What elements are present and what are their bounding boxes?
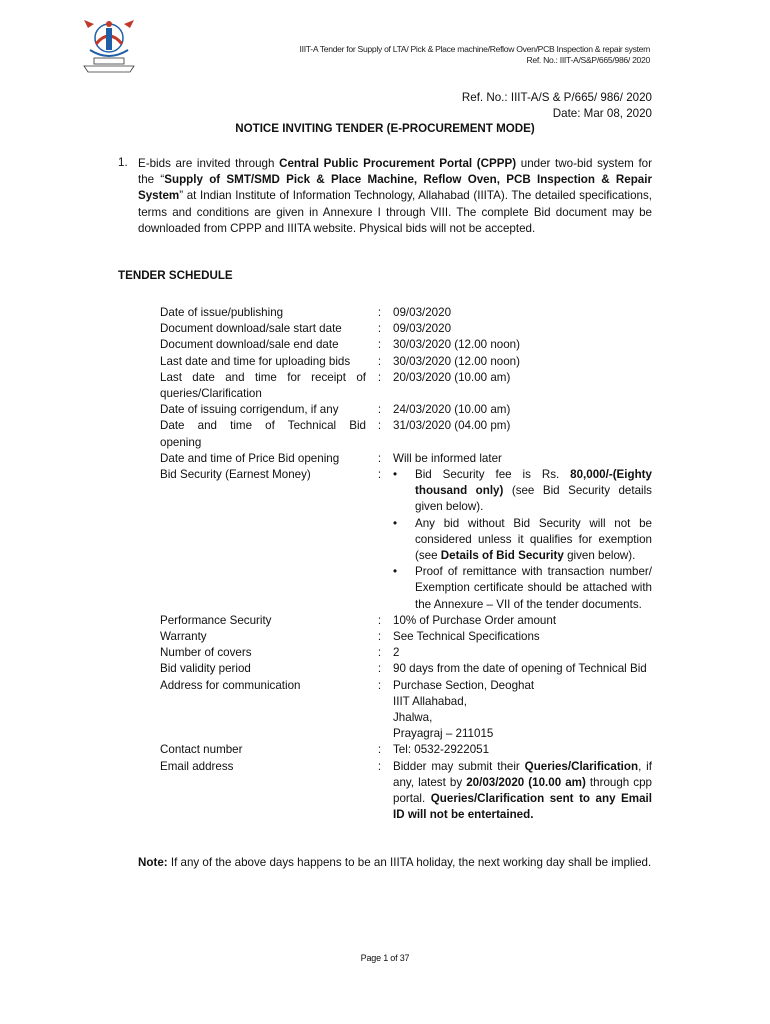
address-line: IIIT Allahabad, xyxy=(393,694,467,708)
schedule-row xyxy=(160,661,652,677)
text-run-bold: Queries/Clarification sent to any Email ID will not be entertained. xyxy=(393,792,652,822)
text-run: (see Bid Security details given below). xyxy=(415,484,652,514)
row-label: Date of issue/publishing xyxy=(160,306,284,319)
page-number: Page 1 of 37 xyxy=(360,953,410,963)
text-run-bold: Details of Bid Security xyxy=(440,549,564,563)
list-item-text xyxy=(415,516,652,565)
row-colon: : xyxy=(377,743,382,757)
row-label: Document download/sale end date xyxy=(160,338,339,352)
row-colon: : xyxy=(377,646,382,660)
schedule-row xyxy=(160,354,652,370)
bullet-icon: • xyxy=(393,516,398,530)
address-value xyxy=(393,678,652,743)
row-value: 30/03/2020 (12.00 noon) xyxy=(393,354,520,368)
row-colon: : xyxy=(377,451,382,465)
schedule-row xyxy=(160,321,652,337)
schedule-row xyxy=(160,759,652,824)
row-value: 31/03/2020 (04.00 pm) xyxy=(393,419,511,433)
schedule-row xyxy=(160,467,652,613)
email-value xyxy=(393,759,652,824)
row-value: 2 xyxy=(393,646,400,660)
row-label: Email address xyxy=(160,759,234,773)
list-item xyxy=(393,467,652,516)
schedule-row xyxy=(160,742,652,758)
intro-paragraph xyxy=(138,156,652,237)
schedule-row xyxy=(160,613,652,629)
row-label: Bid validity period xyxy=(160,662,251,676)
text-run-bold: 20/03/2020 (10.00 am) xyxy=(466,775,586,789)
tender-schedule xyxy=(160,305,652,824)
row-value: 30/03/2020 (12.00 noon) xyxy=(393,338,520,352)
row-colon: : xyxy=(377,630,382,644)
schedule-row xyxy=(160,370,652,402)
note-text: If any of the above days happens to be an IIITA holiday, the next working day shall be implied. xyxy=(167,856,652,869)
intro-portal-name: Central Public Procurement Portal (CPPP) xyxy=(279,157,517,170)
intro-text-2: under two-bid system for the “ xyxy=(138,157,652,187)
row-label-line: Date and time of Technical Bid xyxy=(160,419,366,433)
bid-security-list xyxy=(393,467,652,613)
row-colon: : xyxy=(377,338,382,352)
row-label: Address for communication xyxy=(160,678,301,692)
row-label: Number of covers xyxy=(160,646,252,660)
row-label: Document download/sale start date xyxy=(160,322,342,336)
text-run: Bidder may submit their xyxy=(393,759,525,773)
row-label-line: queries/Clarification xyxy=(160,387,262,401)
schedule-row xyxy=(160,451,652,467)
row-colon: : xyxy=(377,403,382,417)
list-item xyxy=(393,564,652,613)
header-title: IIIT-A Tender for Supply of LTA/ Pick & Place machine/Reflow Oven/PCB Inspection & repair system xyxy=(299,44,650,54)
reference-block xyxy=(462,90,652,122)
row-colon: : xyxy=(377,354,382,368)
text-run: given below). xyxy=(563,549,636,563)
row-colon: : xyxy=(377,678,382,692)
row-colon: : xyxy=(377,322,382,336)
row-label xyxy=(160,370,366,402)
row-label: Contact number xyxy=(160,743,243,757)
row-value: 20/03/2020 (10.00 am) xyxy=(393,370,511,384)
row-label-line: opening xyxy=(160,435,202,449)
bullet-icon: • xyxy=(393,565,398,579)
intro-supply-name: Supply of SMT/SMD Pick & Place Machine, Reflow Oven, PCB Inspection & Repair System xyxy=(138,173,652,203)
schedule-row xyxy=(160,678,652,743)
row-label: Date of issuing corrigendum, if any xyxy=(160,403,339,417)
note-paragraph xyxy=(138,855,652,871)
row-value: 09/03/2020 xyxy=(393,306,452,319)
schedule-row xyxy=(160,402,652,418)
row-value: 10% of Purchase Order amount xyxy=(393,613,557,627)
address-line: Purchase Section, Deoghat xyxy=(393,678,535,692)
header-ref: Ref. No.: IIIT-A/S&P/665/986/ 2020 xyxy=(526,55,650,65)
text-run: Any bid without Bid Security will not be considered unless it qualifies for exemption (see xyxy=(415,516,652,563)
paragraph-number: 1. xyxy=(118,156,128,169)
row-value: Will be informed later xyxy=(393,451,502,465)
row-colon: : xyxy=(377,306,382,319)
text-run: , if any, latest by xyxy=(393,759,652,789)
address-line: Jhalwa, xyxy=(393,711,433,725)
schedule-row xyxy=(160,645,652,661)
row-label: Last date and time for uploading bids xyxy=(160,354,351,368)
row-colon: : xyxy=(377,759,382,773)
address-line: Prayagraj – 211015 xyxy=(393,727,494,741)
intro-text-1: E-bids are invited through xyxy=(138,157,280,170)
row-value: Tel: 0532-2922051 xyxy=(393,743,490,757)
schedule-row xyxy=(160,629,652,645)
row-label: Date and time of Price Bid opening xyxy=(160,451,340,465)
text-run-bold: Queries/Clarification xyxy=(524,759,639,773)
running-header xyxy=(300,44,650,66)
schedule-row xyxy=(160,305,652,321)
schedule-row xyxy=(160,337,652,353)
list-item-text: Proof of remittance with transaction number/ Exemption certificate should be attached with the Annexure – VII of the tender documents. xyxy=(415,565,652,611)
bullet-icon: • xyxy=(393,468,398,482)
intro-text-3: ” at Indian Institute of Information Technology, Allahabad (IIITA). The detailed specifications, terms and conditions are given in Annexure I through VIII. The complete Bid document may be downloaded from CPPP and IIITA website. Physical bids will not be accepted. xyxy=(138,189,652,235)
row-colon: : xyxy=(377,370,382,384)
row-colon: : xyxy=(377,613,382,627)
schedule-heading: TENDER SCHEDULE xyxy=(118,269,233,282)
schedule-row xyxy=(160,418,652,450)
ref-date: Date: Mar 08, 2020 xyxy=(552,107,652,120)
text-run: through cpp portal. xyxy=(393,775,652,806)
ref-number: Ref. No.: IIIT-A/S & P/665/ 986/ 2020 xyxy=(461,91,652,104)
row-label: Warranty xyxy=(160,630,207,644)
row-colon: : xyxy=(377,662,382,676)
row-value: See Technical Specifications xyxy=(393,630,540,644)
page-title: NOTICE INVITING TENDER (E-PROCUREMENT MODE) xyxy=(235,122,535,135)
row-label-line: Last date and time for receipt of xyxy=(160,370,366,384)
row-value: 90 days from the date of opening of Technical Bid xyxy=(393,662,647,676)
list-item-text xyxy=(415,467,652,516)
fee-amount: 80,000/-(Eighty thousand only) xyxy=(415,468,652,498)
row-value: 24/03/2020 (10.00 am) xyxy=(393,403,511,417)
row-label: Bid Security (Earnest Money) xyxy=(160,468,311,482)
text-run: Bid Security fee is Rs. xyxy=(415,468,571,482)
note-label: Note: xyxy=(138,856,168,869)
list-item xyxy=(393,516,652,565)
row-colon: : xyxy=(377,468,382,482)
row-value: 09/03/2020 xyxy=(393,322,452,336)
institute-logo xyxy=(80,14,138,76)
row-label: Performance Security xyxy=(160,613,272,627)
row-colon: : xyxy=(377,419,382,433)
row-label xyxy=(160,418,366,450)
